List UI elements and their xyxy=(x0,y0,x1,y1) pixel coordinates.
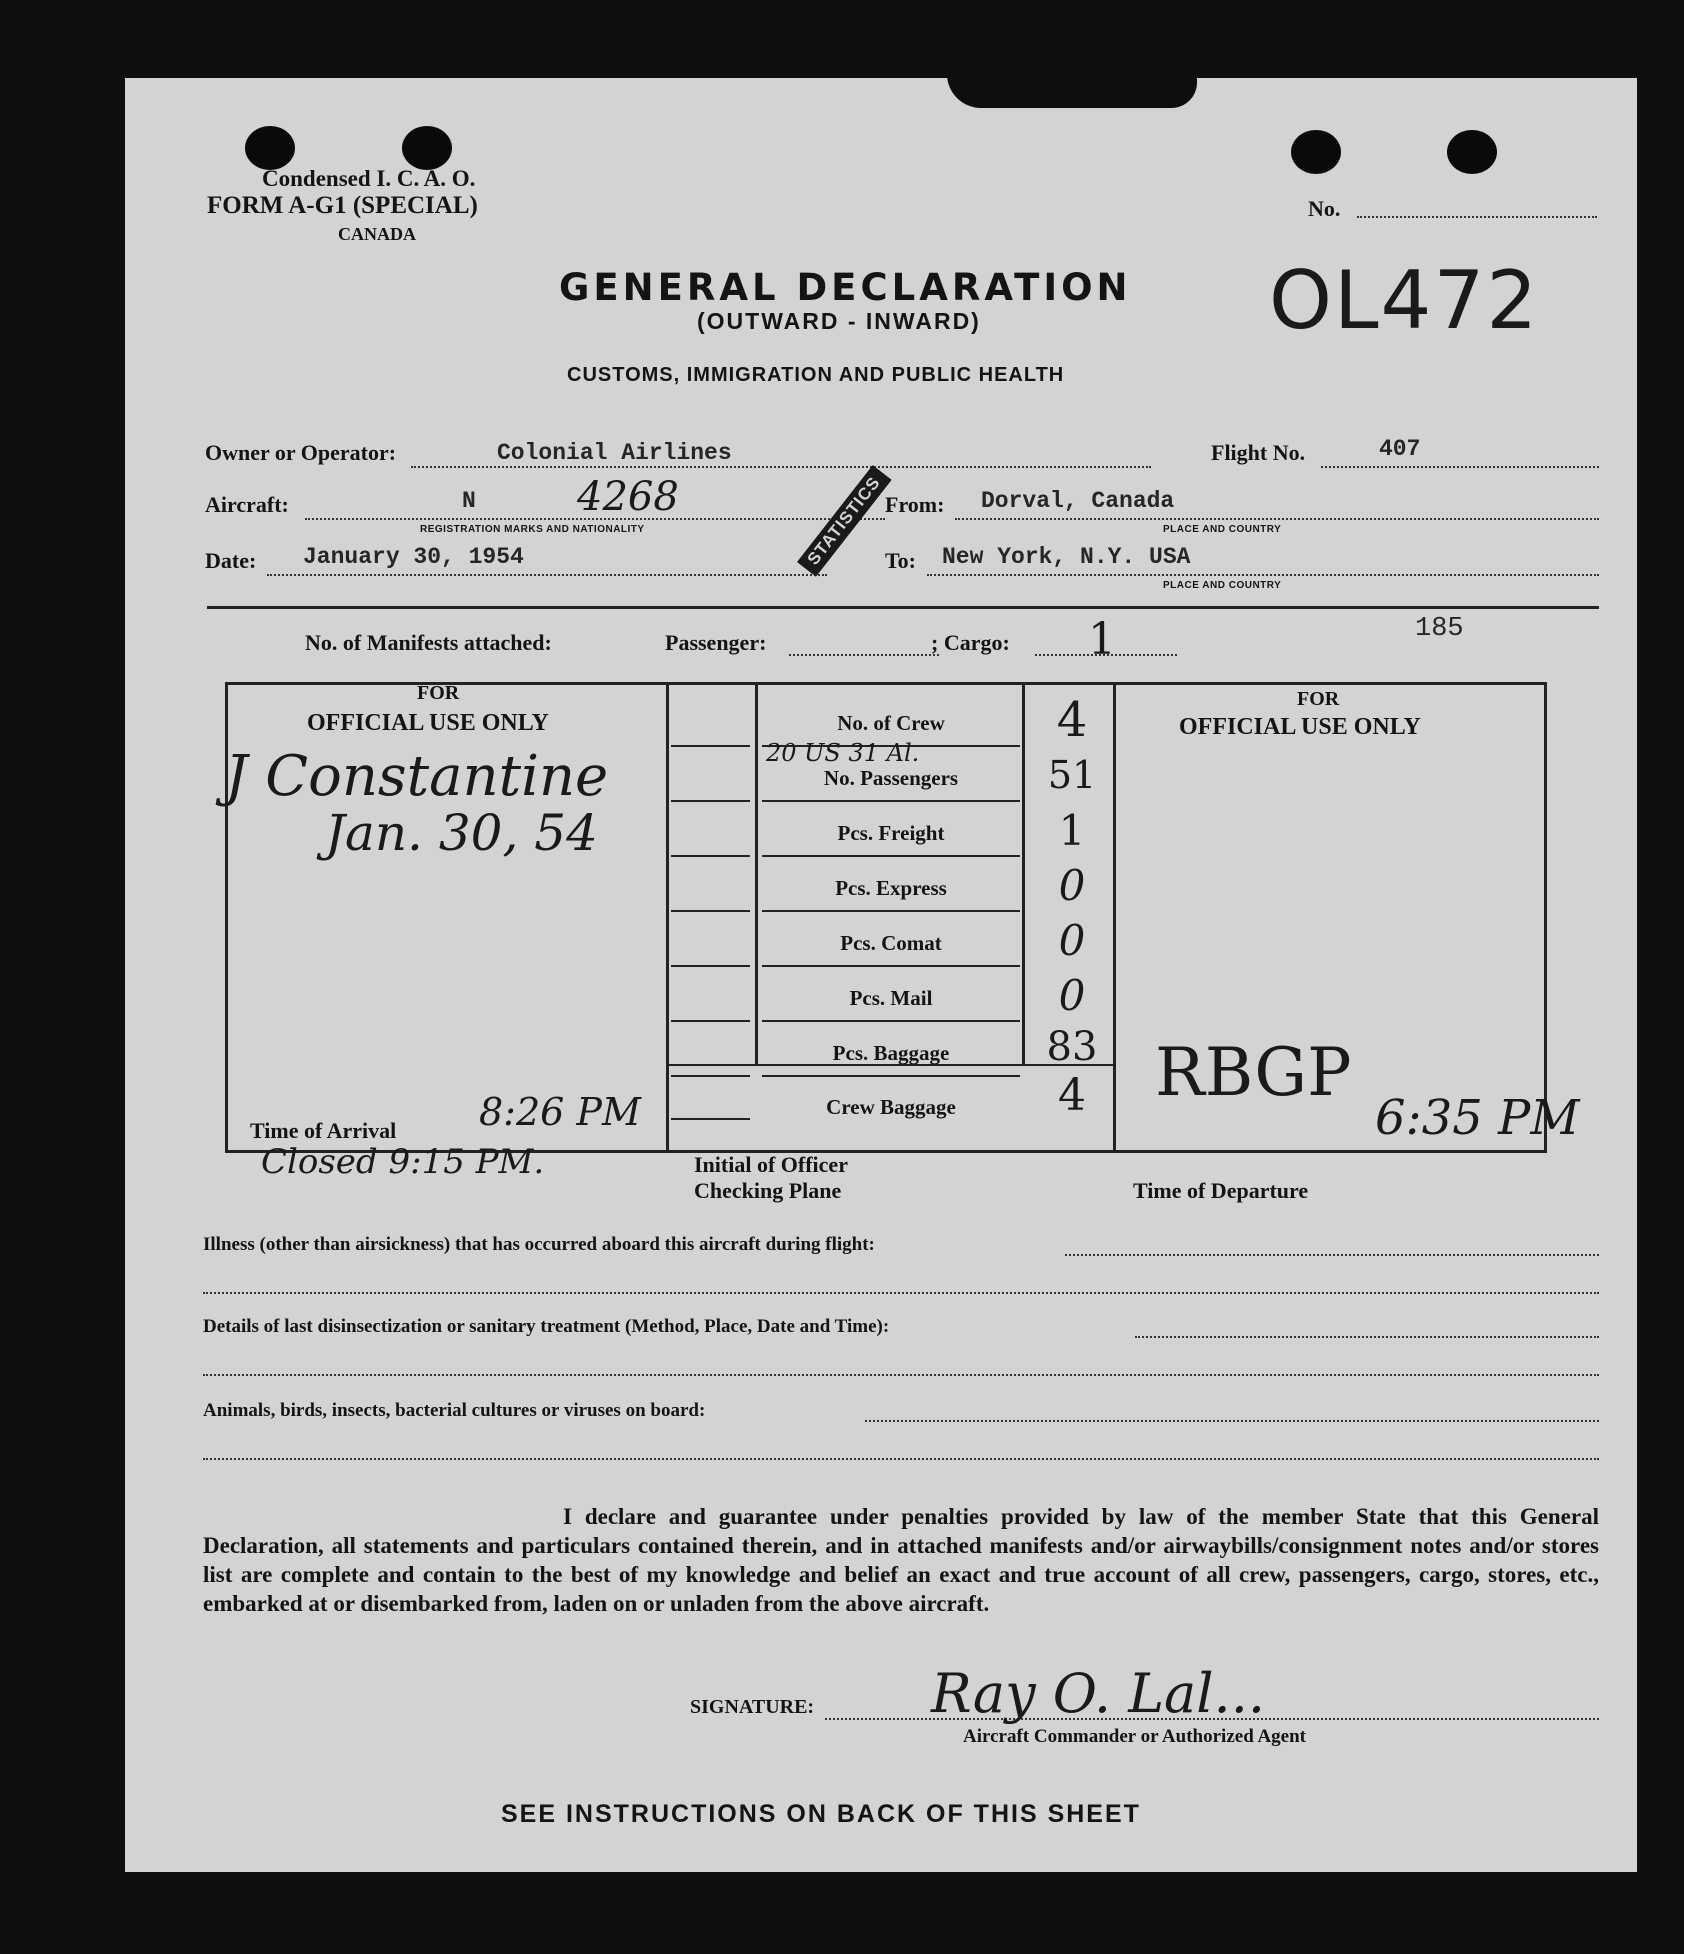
registration-caption: REGISTRATION MARKS AND NATIONALITY xyxy=(420,524,645,535)
right-official-use: OFFICIAL USE ONLY xyxy=(1179,714,1421,740)
count-value[interactable]: 0 xyxy=(1058,916,1086,965)
title-sub: (OUTWARD - INWARD) xyxy=(697,308,981,334)
manifest-extra-number: 185 xyxy=(1415,614,1464,644)
aircraft-number[interactable]: 4268 xyxy=(577,474,679,520)
handwritten-form-number: OL472 xyxy=(1269,254,1540,347)
title-subtitle: CUSTOMS, IMMIGRATION AND PUBLIC HEALTH xyxy=(567,364,1065,386)
count-value[interactable]: 83 xyxy=(1046,1024,1098,1070)
left-official-use: OFFICIAL USE ONLY xyxy=(307,710,549,736)
count-value[interactable]: 1 xyxy=(1058,806,1086,855)
officer-initial-label-2: Checking Plane xyxy=(694,1178,842,1203)
arrival-value: 8:26 PM xyxy=(479,1090,641,1134)
crew-baggage-value[interactable]: 4 xyxy=(1058,1070,1086,1121)
animals-field-2 xyxy=(203,1458,1599,1460)
right-for: FOR xyxy=(1297,688,1340,710)
disinsect-field-2 xyxy=(203,1374,1599,1376)
owner-value[interactable]: Colonial Airlines xyxy=(497,440,732,466)
manifests-label: No. of Manifests attached: xyxy=(305,630,552,655)
owner-field xyxy=(411,466,1151,468)
count-label: Pcs. Baggage xyxy=(832,1041,950,1065)
statistics-stamp: STATISTICS xyxy=(797,465,891,576)
count-row xyxy=(666,857,1116,912)
from-value[interactable]: Dorval, Canada xyxy=(981,488,1175,514)
count-row xyxy=(666,912,1116,967)
closed-note: Closed 9:15 PM. xyxy=(261,1142,545,1182)
owner-label: Owner or Operator: xyxy=(205,440,397,465)
animals-field-1 xyxy=(865,1420,1599,1422)
from-label: From: xyxy=(885,492,945,517)
flight-no-label: Flight No. xyxy=(1211,440,1306,465)
date-field xyxy=(267,574,827,576)
count-label: Pcs. Mail xyxy=(849,986,933,1010)
punch-hole-top-left-1 xyxy=(245,126,295,170)
count-row xyxy=(666,967,1116,1022)
flight-no-field xyxy=(1321,466,1599,468)
declaration-sheet xyxy=(125,78,1637,1872)
declaration-text: I declare and guarantee under penalties provided by law of the member State that this General Declaration, all statements and particulars contained therein, and in attached manifests and/or airwaybills/consignment notes and/or stores list are complete and contain to the best of my knowledge and belief an exact and true account of all crew, passengers, cargo, stores, etc., embarked at or disembarked from, laden on or unladen from the above aircraft. xyxy=(203,1504,1599,1616)
departure-label: Time of Departure xyxy=(1133,1178,1309,1203)
count-value[interactable]: 0 xyxy=(1058,861,1086,910)
crew-baggage-label: Crew Baggage xyxy=(826,1095,956,1119)
count-label: No. Passengers xyxy=(823,766,959,790)
count-label: Pcs. Express xyxy=(835,876,947,900)
officer-initial-label-1: Initial of Officer xyxy=(694,1152,848,1177)
illness-label: Illness (other than airsickness) that has occurred aboard this aircraft during flight: xyxy=(203,1234,875,1255)
count-value[interactable]: 51 xyxy=(1047,753,1097,797)
passenger-label: Passenger: xyxy=(665,630,767,655)
to-caption: PLACE AND COUNTRY xyxy=(1163,580,1282,591)
to-field xyxy=(927,574,1599,576)
form-header-line2: FORM A-G1 (SPECIAL) xyxy=(207,192,478,219)
arrival-label: Time of Arrival xyxy=(250,1118,397,1143)
count-label: Pcs. Comat xyxy=(840,931,942,955)
count-value[interactable]: 0 xyxy=(1058,971,1086,1020)
form-header-line3: CANADA xyxy=(338,224,416,244)
animals-label: Animals, birds, insects, bacterial cultures or viruses on board: xyxy=(203,1400,706,1421)
count-row-rule xyxy=(671,1075,750,1077)
aircraft-nationality[interactable]: N xyxy=(462,488,476,514)
count-label: No. of Crew xyxy=(837,711,945,735)
from-caption: PLACE AND COUNTRY xyxy=(1163,524,1282,535)
form-no-field xyxy=(1357,216,1597,218)
cargo-value[interactable]: 1 xyxy=(1088,614,1116,665)
punch-hole-top-right-1 xyxy=(1291,130,1341,174)
punch-hole-top-right-2 xyxy=(1447,130,1497,174)
signature-value: Ray O. Lal... xyxy=(931,1662,1266,1725)
passenger-manifest-field xyxy=(789,654,939,656)
cargo-label: ; Cargo: xyxy=(931,630,1010,655)
title-main: GENERAL DECLARATION xyxy=(559,266,1132,309)
separator-top xyxy=(207,606,1599,609)
date-value[interactable]: January 30, 1954 xyxy=(303,544,524,570)
count-label: Pcs. Freight xyxy=(837,821,945,845)
to-value[interactable]: New York, N.Y. USA xyxy=(942,544,1191,570)
instructions-footer: SEE INSTRUCTIONS ON BACK OF THIS SHEET xyxy=(501,1800,1141,1828)
flight-no-value[interactable]: 407 xyxy=(1379,436,1421,462)
official-signature-name: J Constantine xyxy=(225,744,609,809)
count-row xyxy=(666,1022,1116,1077)
departure-value: 6:35 PM xyxy=(1375,1090,1580,1146)
from-field xyxy=(955,518,1599,520)
count-row xyxy=(666,739,1116,802)
disinsect-field-1 xyxy=(1135,1336,1599,1338)
disinsect-label: Details of last disinsectization or sanitary treatment (Method, Place, Date and Time): xyxy=(203,1316,890,1337)
date-label: Date: xyxy=(205,548,257,573)
left-for: FOR xyxy=(417,682,460,704)
officer-initial-mark: RBGP xyxy=(1155,1034,1352,1111)
signature-label: SIGNATURE: xyxy=(690,1696,815,1718)
aircraft-label: Aircraft: xyxy=(205,492,289,517)
count-value[interactable]: 4 xyxy=(1056,692,1088,748)
form-no-label: No. xyxy=(1308,196,1341,221)
count-row xyxy=(666,802,1116,857)
illness-field-1 xyxy=(1065,1254,1599,1256)
illness-field-2 xyxy=(203,1292,1599,1294)
torn-edge xyxy=(947,74,1197,108)
signature-caption: Aircraft Commander or Authorized Agent xyxy=(963,1726,1307,1747)
counts-list xyxy=(666,682,1116,1070)
count-row-rule xyxy=(762,1075,1020,1077)
to-label: To: xyxy=(885,548,916,573)
crew-baggage-rule xyxy=(671,1118,750,1120)
official-signature-date: Jan. 30, 54 xyxy=(325,804,598,862)
passenger-breakdown-note: 20 US 31 Al. xyxy=(766,739,920,767)
punch-hole-top-left-2 xyxy=(402,126,452,170)
form-header-line1: Condensed I. C. A. O. xyxy=(262,166,476,191)
